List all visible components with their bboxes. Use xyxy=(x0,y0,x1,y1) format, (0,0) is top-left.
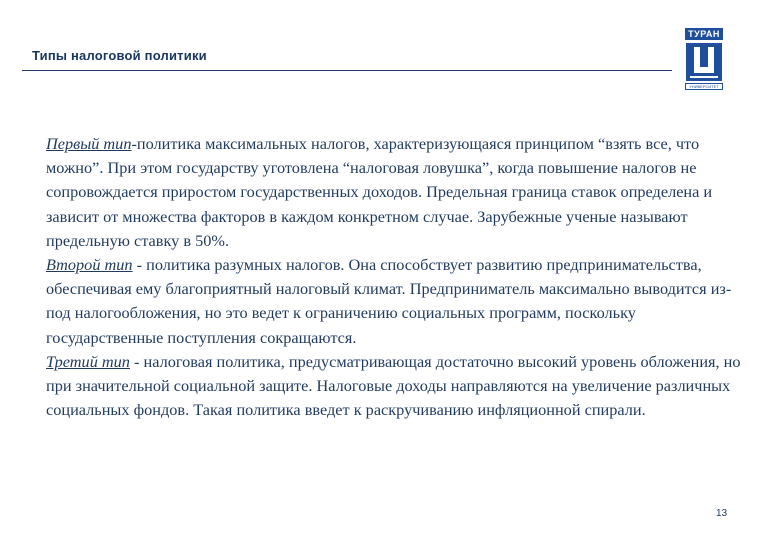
paragraph-text: политика разумных налогов. Она способствует развитию предпринимательства, обеспечивая ему благоприятный налоговый климат. Предприниматель максимально выводится из-под налогообложения, но это ведет к ограничению социальных программ, поскольку государственные поступления сокращаются. xyxy=(46,255,732,347)
paragraph-lead: Третий тип xyxy=(46,351,130,371)
paragraph-type-2 xyxy=(46,253,746,350)
paragraph-lead: Второй тип xyxy=(46,255,133,275)
paragraph-separator: - xyxy=(132,255,147,275)
logo-subtitle: УНИВЕРСИТЕТ xyxy=(685,83,723,90)
title-underline xyxy=(22,70,672,71)
page-number: 13 xyxy=(716,508,728,519)
paragraph-type-3 xyxy=(46,350,746,423)
slide-header xyxy=(22,0,672,84)
paragraph-separator: - xyxy=(131,134,137,153)
paragraph-text: политика максимальных налогов, характеризующаяся принципом “взять все, что можно”. При этом государству уготовлена “налоговая ловушка”, когда повышение налогов не сопровождается приростом государственных доходов. Предельная граница ставок определена и зависит от множества факторов в каждом конкретном случае. Зарубежные ученые называют предельную ставку в 50%. xyxy=(46,134,713,250)
turan-logo xyxy=(685,28,723,90)
slide-body xyxy=(46,132,746,422)
paragraph-separator: - xyxy=(129,351,144,371)
paragraph-type-1 xyxy=(46,132,746,253)
logo-wordmark: ТУРАН xyxy=(685,28,723,40)
paragraph-lead: Первый тип xyxy=(46,134,132,153)
slide-title: Типы налоговой политики xyxy=(32,48,207,63)
paragraph-text: налоговая политика, предусматривающая достаточно высокий уровень обложения, но при значительной социальной защите. Налоговые доходы направляются на увеличение различных социальных фондов. Такая политика введет к раскручиванию инфляционной спирали. xyxy=(46,351,741,420)
logo-emblem-icon xyxy=(686,43,722,81)
